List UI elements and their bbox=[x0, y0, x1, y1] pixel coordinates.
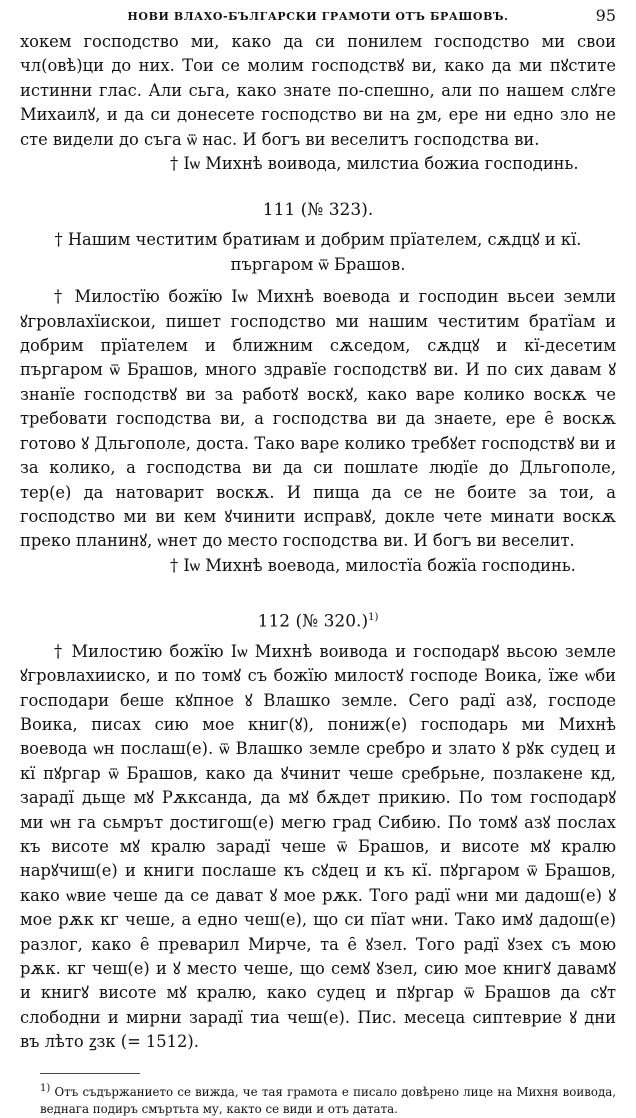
footnote-divider bbox=[40, 1073, 140, 1074]
footnote bbox=[20, 1080, 616, 1118]
continuation-signature: † Iѡ Михнѣ воивода, милстиа божиа господинь. bbox=[170, 154, 579, 174]
doc-111-number: 111 (№ 323). bbox=[262, 200, 374, 221]
doc-111-body: † Милостїю божїю Iѡ Михнѣ воевода и господин вьсеи земли ꙋгровлахїискои, пишет господство ми нашим честитим братїам и добрим прїателем и ближним сѫседом, сѫдцꙋ и кї-десетим пъргаром ѿ Брашов, много здравїе господствꙋ ви. И по сих давам ꙋ знанїе господствꙋ ви за работꙋ воскꙋ, како варе колико воскѫ че требовати господства ви, а господства ви да знаете, ере е̑ воскѫ готово ꙋ Дльгополе, доста. Тако варе колико требꙋет господствꙋ ви и за колико, а господства ви да си пошлате людїе до Дльгополе, тер(е) да натоварит воскѫ. И пища да се не боите за тои, а господство ми ви кем ꙋчинити исправꙋ, докле чете минати воскѫ преко планинꙋ, ѡнет до место господства ви. И богъ ви веселит. bbox=[20, 287, 616, 551]
doc-112-footnote-marker: 1) bbox=[368, 612, 379, 624]
page-number: 95 bbox=[595, 6, 616, 25]
continuation-paragraph: хокем господство ми, како да си понилем господство ми свои чл(овѣ)ци до них. Тои се молим господствꙋ ви, како да ми пꙋстите истинни глас. Али сьга, како знате по-спешно, али по нашем слꙋге Михаилꙋ, и да си донесете господство ви на ꙁм, ере ни едно зло не сте видели до съга ѿ нас. И богъ ви веселитъ господства ви. bbox=[20, 32, 616, 149]
footnote-marker: 1) bbox=[40, 1082, 51, 1094]
doc-111-signature: † Iѡ Михнѣ воевода, милостїа божїа господинь. bbox=[170, 555, 576, 575]
doc-111-address: † Нашим честитим братиꙗм и добрим прїателем, сѫдцꙋ и кї. пъргаром ѿ Брашов. bbox=[54, 230, 582, 274]
running-head: НОВИ ВЛАХО-БЪЛГАРСКИ ГРАМОТИ ОТЪ БРАШОВЪ. bbox=[127, 10, 509, 23]
page-header bbox=[20, 4, 616, 30]
footnote-text: Отъ съдържанието се вижда, че тая грамота е писало довѣрено лице на Михня воивода, веднага подиръ смъртьта му, както се види и отъ датата. bbox=[40, 1084, 617, 1116]
doc-112-heading bbox=[20, 606, 616, 634]
doc-112-body: † Милостию божїю Iѡ Михнѣ воивода и господарꙋ вьсою земле ꙋгровлахиискo, и по томꙋ съ божїю милостꙋ господе Воика, їже ѡби господари беше кꙋпное ꙋ Влашко земле. Сего радї азꙋ, господе Воика, писах сию мое книг(ꙋ), пониж(е) господарь ми Михнѣ воевода ѡн послаш(е). ѿ Влашко земле сребро и злато ꙋ рꙋк судец и кї пꙋргар ѿ Брашов, како да ꙋчинит чеше сребрьне, позлакене кд, зарадї дьще мꙋ Рѫксанда, да мꙋ бѫдет прикию. По том господарꙋ ми ѡн га сьмрът достигош(е) мегю град Сибию. По томꙋ азꙋ послах къ висоте мꙋ кралю зарадї чеше ѿ Брашов, и висоте мꙋ кралю нарꙋчиш(е) и книги послаше къ сꙋдец и къ кї. пꙋргаром ѿ Брашов, како ѡвие чеше да се дават ꙋ мое рѫк. Того радї ѡни ми дадош(е) ꙋ мое рѫк кг чеше, а едно чеш(е), що си пїат ѡни. Тако имꙋ дадош(е) разлог, како е̑ преварил Мирче, та е̑ ꙋзел. Того радї ꙋзех съ мою рѫк. кг чеш(е) и ꙋ место чеше, що семꙋ ꙋзел, сию мое книгꙋ давамꙋ и книгꙋ висоте мꙋ кралю, како судец и пꙋргар ѿ Брашов да сꙋт слободни и мирни зарадї тиа чеш(е). Пис. месеца сиптеврие ꙋ дни въ лѣто ꙁзк (= 1512). bbox=[20, 641, 616, 1052]
doc-112-number: 112 (№ 320.) bbox=[257, 611, 369, 632]
